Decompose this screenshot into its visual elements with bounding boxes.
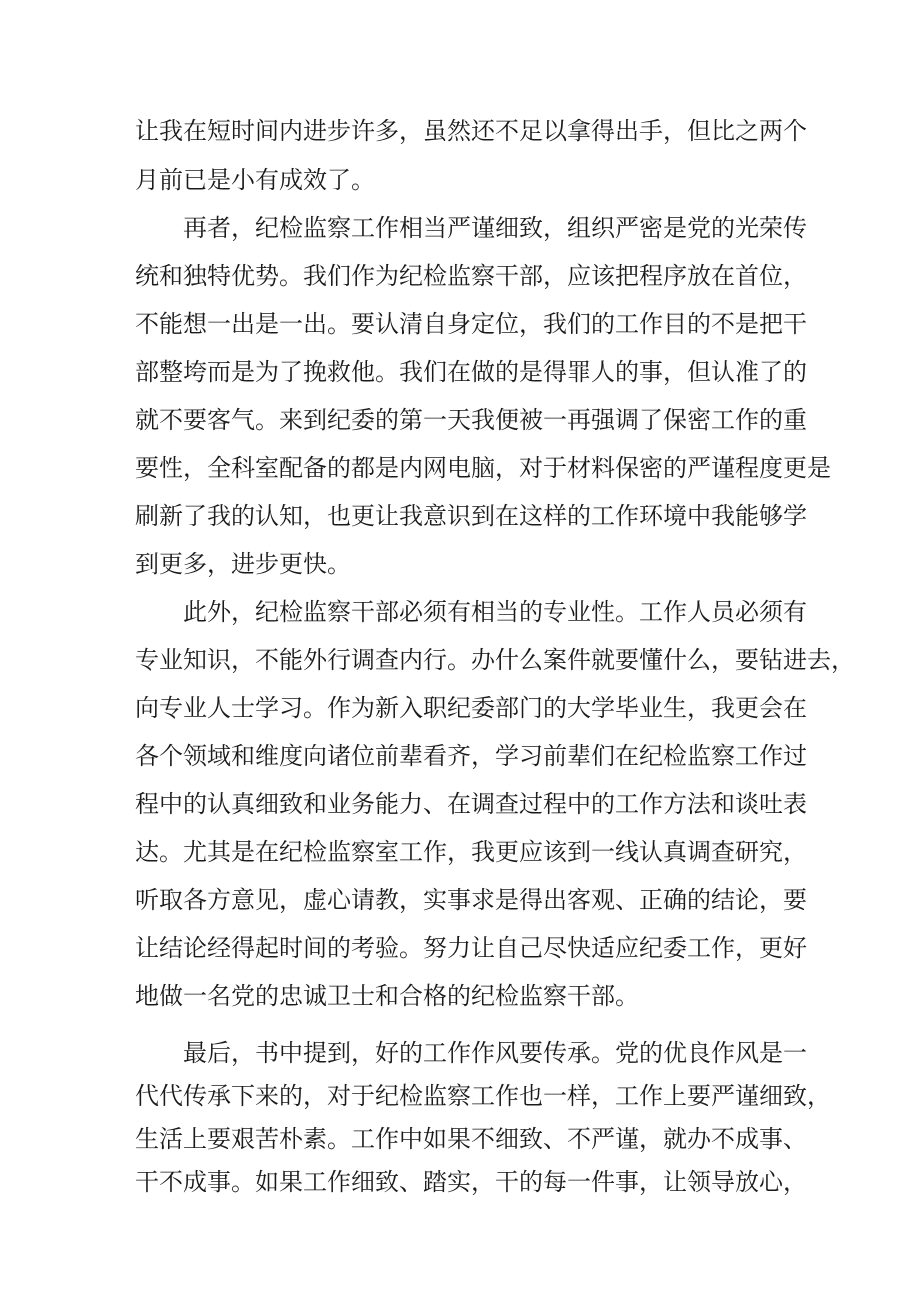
text-line: 不能想一出是一出。要认清自身定位，我们的工作目的不是把干 <box>135 310 807 338</box>
text-line: 达。尤其是在纪检监察室工作，我更应该到一线认真调查研究， <box>135 838 807 866</box>
text-line: 部整垮而是为了挽救他。我们在做的是得罪人的事，但认准了的 <box>135 358 807 386</box>
text-line: 专业知识，不能外行调查内行。办什么案件就要懂什么，要钻进去， <box>135 646 855 674</box>
paragraph-start-line: 再者，纪检监察工作相当严谨细致，组织严密是党的光荣传 <box>183 214 807 242</box>
text-line: 代代传承下来的，对于纪检监察工作也一样，工作上要严谨细致， <box>135 1082 831 1110</box>
text-line: 统和独特优势。我们作为纪检监察干部，应该把程序放在首位， <box>135 262 807 290</box>
text-line: 到更多，进步更快。 <box>135 550 351 578</box>
text-line: 月前已是小有成效了。 <box>135 166 375 194</box>
text-line: 程中的认真细致和业务能力、在调查过程中的工作方法和谈吐表 <box>135 790 807 818</box>
text-line: 向专业人士学习。作为新入职纪委部门的大学毕业生，我更会在 <box>135 694 807 722</box>
text-line: 刷新了我的认知，也更让我意识到在这样的工作环境中我能够学 <box>135 502 807 530</box>
text-line: 各个领域和维度向诸位前辈看齐，学习前辈们在纪检监察工作过 <box>135 742 807 770</box>
text-line: 地做一名党的忠诚卫士和合格的纪检监察干部。 <box>135 982 639 1010</box>
text-line: 就不要客气。来到纪委的第一天我便被一再强调了保密工作的重 <box>135 406 807 434</box>
paragraph-start-line: 此外，纪检监察干部必须有相当的专业性。工作人员必须有 <box>183 598 807 626</box>
text-line: 让结论经得起时间的考验。努力让自己尽快适应纪委工作，更好 <box>135 934 807 962</box>
text-line: 要性，全科室配备的都是内网电脑，对于材料保密的严谨程度更是 <box>135 454 831 482</box>
text-line: 让我在短时间内进步许多，虽然还不足以拿得出手，但比之两个 <box>135 117 807 145</box>
text-line: 听取各方意见，虚心请教，实事求是得出客观、正确的结论，要 <box>135 886 807 914</box>
paragraph-start-line: 最后，书中提到，好的工作作风要传承。党的优良作风是一 <box>183 1039 807 1067</box>
text-line: 干不成事。如果工作细致、踏实，干的每一件事，让领导放心， <box>135 1168 807 1196</box>
text-line: 生活上要艰苦朴素。工作中如果不细致、不严谨，就办不成事、 <box>135 1125 807 1153</box>
